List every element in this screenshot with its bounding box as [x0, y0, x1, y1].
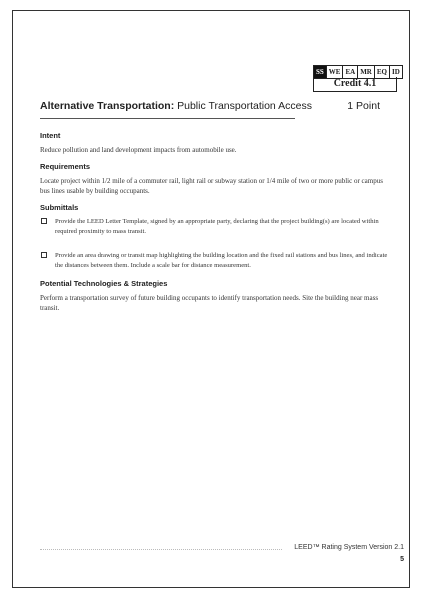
page-title [40, 100, 380, 112]
points-label: 1 Point [347, 100, 380, 112]
list-item [40, 251, 390, 270]
submittal-text: Provide the LEED Letter Template, signed by an appropriate party, declaring that the project building(s) are located within required proximity to mass transit. [55, 218, 379, 235]
submittals-list [40, 217, 390, 270]
footer-text: LEED™ Rating System Version 2.1 [294, 544, 404, 551]
checkbox-icon [41, 218, 47, 224]
requirements-heading: Requirements [40, 162, 91, 171]
list-item [40, 217, 390, 236]
intent-text: Reduce pollution and land development impacts from automobile use. [40, 146, 237, 154]
intent-heading: Intent [40, 131, 61, 140]
credit-label: Credit 4.1 [313, 77, 397, 92]
tab-ea: EA [342, 66, 357, 78]
title-text [40, 100, 312, 112]
title-bold: Alternative Transportation: [40, 100, 175, 112]
page-content [40, 131, 390, 320]
submittals-heading: Submittals [40, 203, 79, 212]
footer-divider [40, 549, 282, 550]
title-rest: Public Transportation Access [174, 100, 312, 112]
tab-we: WE [326, 66, 343, 78]
tab-mr: MR [357, 66, 374, 78]
submittal-text: Provide an area drawing or transit map highlighting the building location and the fixed rail stations and bus lines, and indicate the distances between them. Include a scale bar for distance measurement. [55, 252, 388, 269]
tab-ss: SS [316, 68, 324, 76]
strategies-text: Perform a transportation survey of future building occupants to identify transportation needs. Site the building near mass transit. [40, 294, 379, 312]
tab-eq: EQ [374, 66, 389, 78]
page-number: 5 [400, 556, 404, 563]
title-divider [40, 118, 295, 119]
strategies-heading: Potential Technologies & Strategies [40, 279, 168, 288]
checkbox-icon [41, 252, 47, 258]
requirements-text: Locate project within 1/2 mile of a commuter rail, light rail or subway station or 1/4 mile of two or more public or campus bus lines usable by building occupants. [40, 177, 383, 195]
tab-id: ID [389, 66, 402, 78]
